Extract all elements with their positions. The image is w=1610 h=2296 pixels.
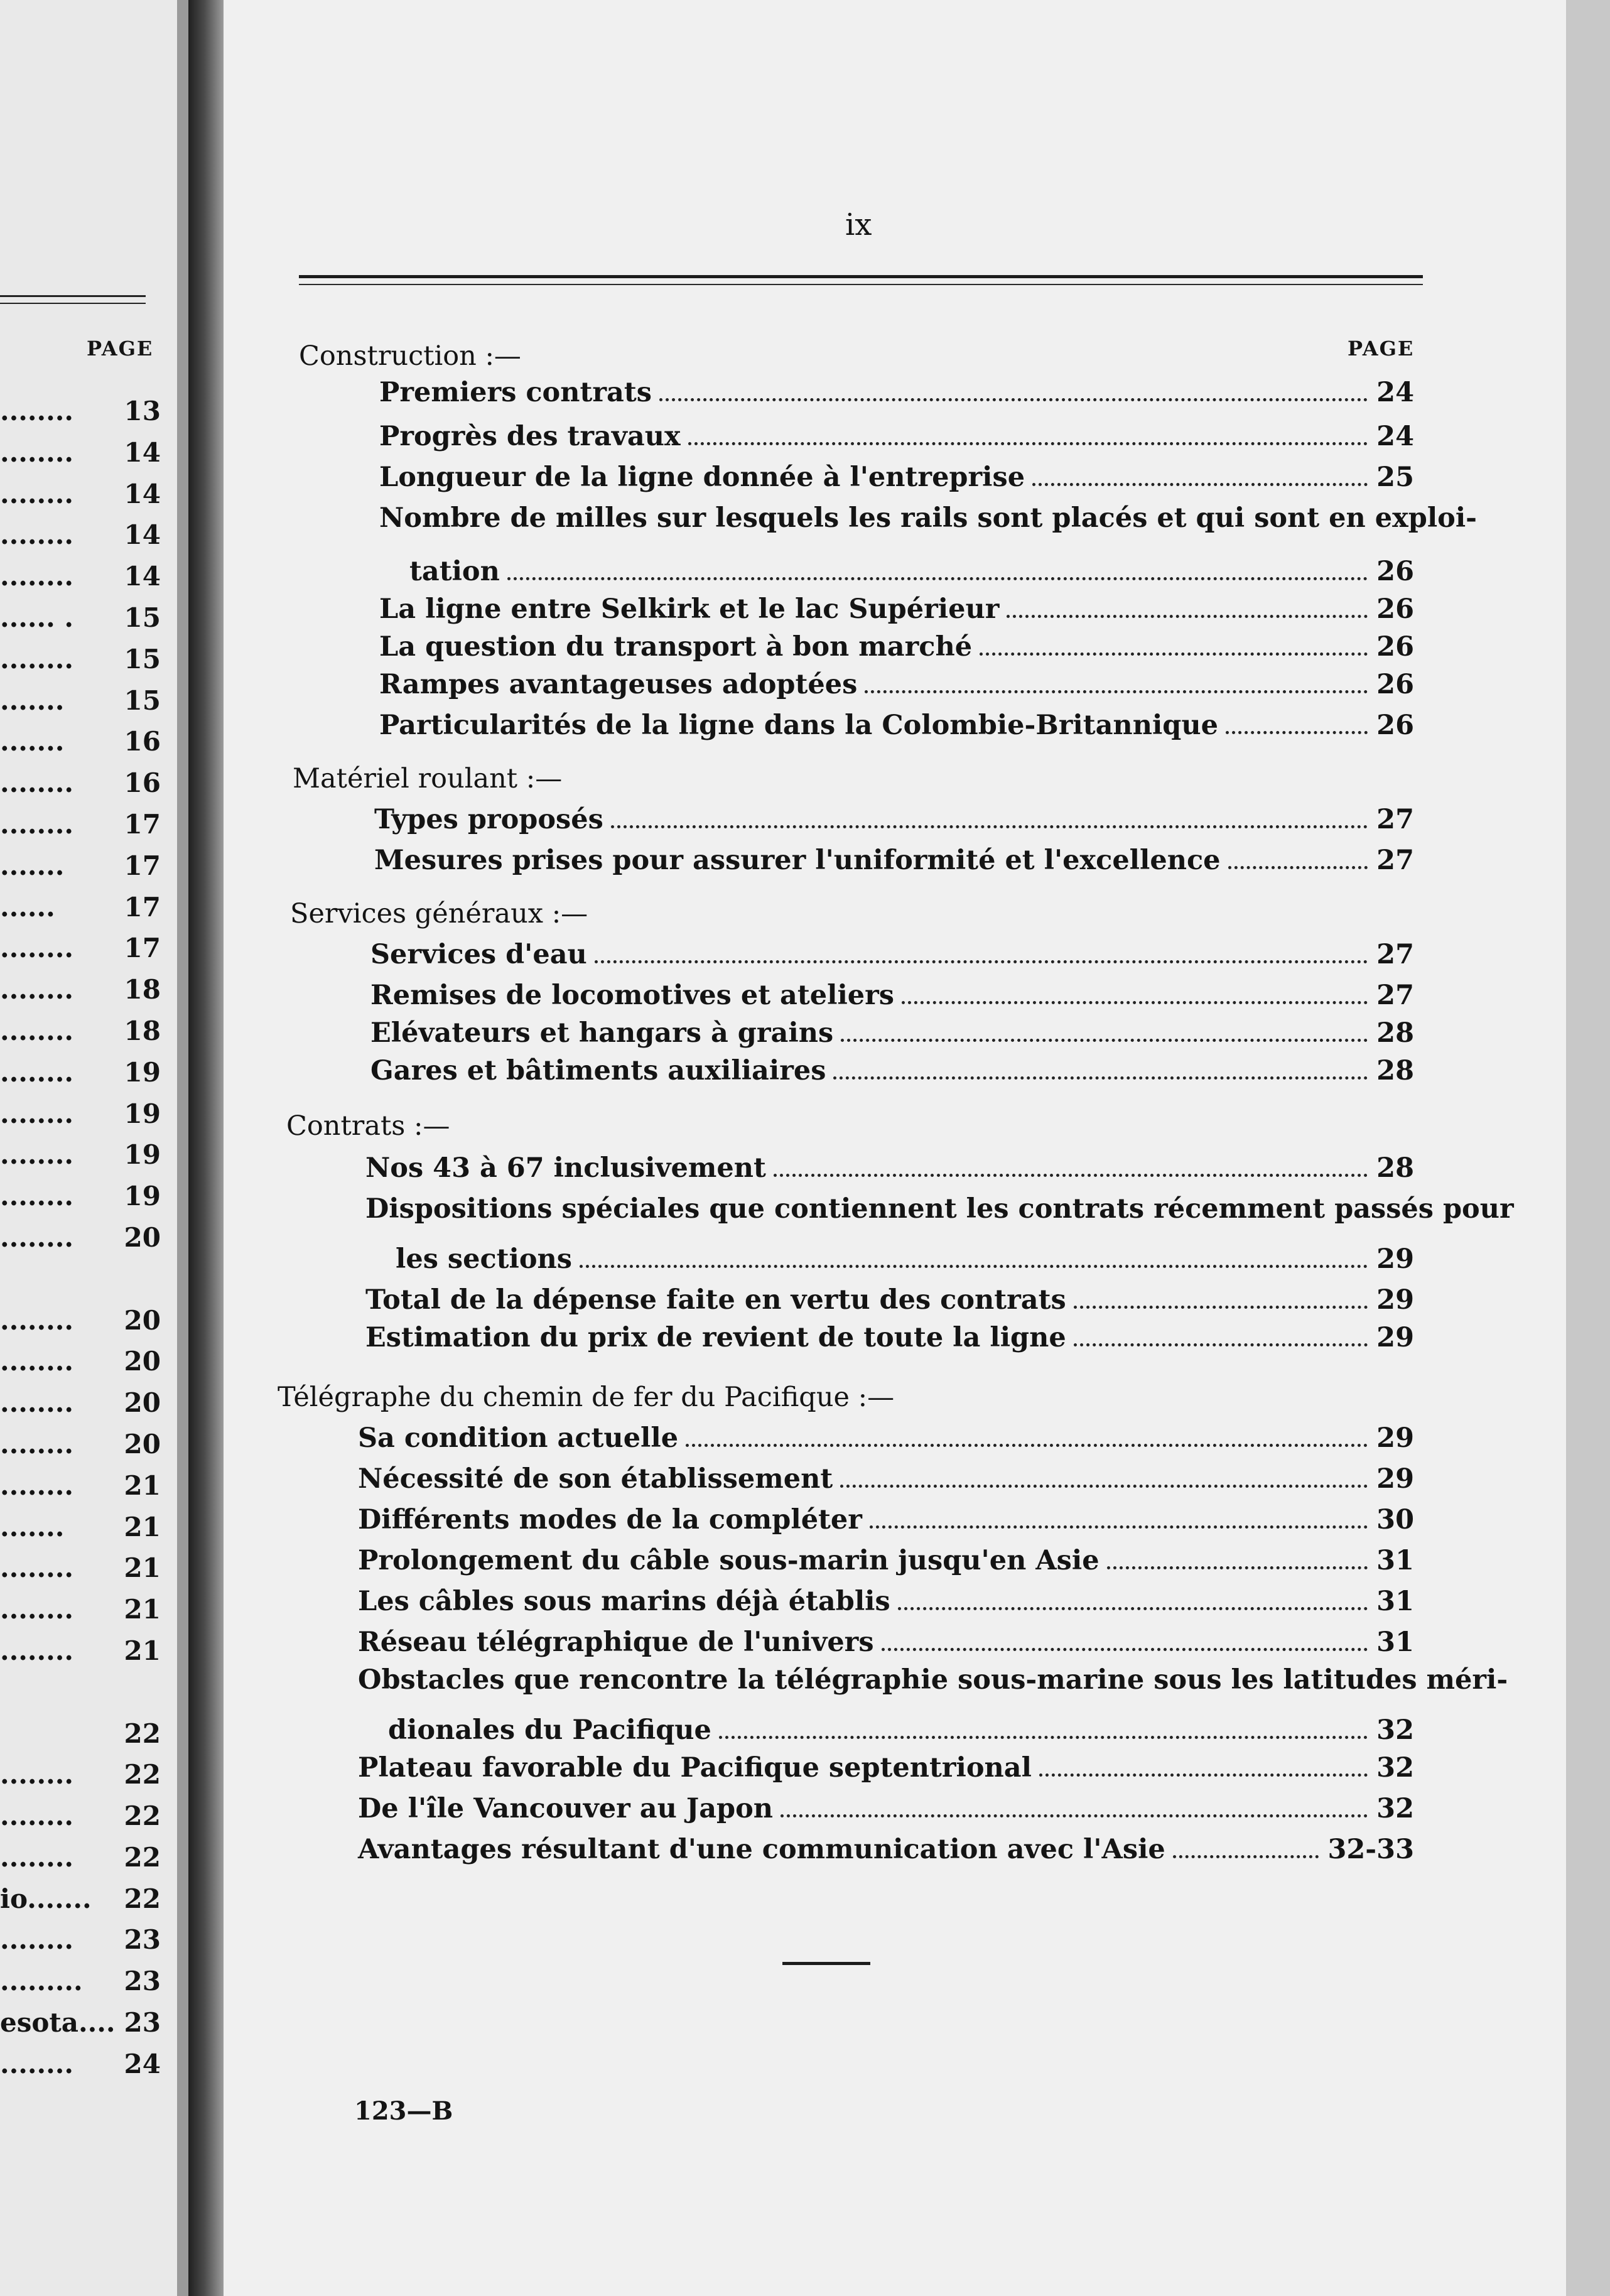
- left-list-item: [0, 892, 165, 933]
- toc-entry: [379, 593, 1414, 629]
- toc-entry-text: Estimation du prix de revient de toute la ligne: [365, 1322, 1066, 1353]
- left-list-leader: ........: [0, 1056, 73, 1088]
- left-page-list: [0, 396, 165, 2090]
- toc-entry: [365, 1322, 1414, 1357]
- left-list-item: [0, 1552, 165, 1594]
- left-list-leader: ........: [0, 436, 73, 468]
- left-list-item: [0, 1512, 165, 1553]
- toc-page-number: 26: [1376, 631, 1414, 663]
- end-rule: [782, 1962, 870, 1965]
- toc-entry: [358, 1422, 1414, 1458]
- left-list-page: 21: [124, 1470, 161, 1501]
- left-list-page: 19: [124, 1098, 161, 1129]
- toc-entry: [374, 804, 1414, 839]
- left-list-item: [0, 1635, 165, 1677]
- left-list-page: 18: [124, 974, 161, 1005]
- toc-page-number: 25: [1376, 462, 1414, 493]
- left-list-item: [0, 726, 165, 767]
- toc-entry-text: Réseau télégraphique de l'univers: [358, 1627, 874, 1658]
- toc-entry-text: La ligne entre Selkirk et le lac Supérieur: [379, 593, 1000, 625]
- left-list-leader: ........: [0, 1841, 73, 1873]
- dot-leader: [902, 1001, 1368, 1004]
- left-list-item: [0, 1718, 165, 1760]
- dot-leader: [1032, 483, 1368, 486]
- left-list-item: [0, 2007, 165, 2049]
- left-list-page: 20: [124, 1221, 161, 1253]
- toc-entry-text: Sa condition actuelle: [358, 1422, 679, 1454]
- left-list-item: [0, 519, 165, 561]
- dot-leader: [1173, 1855, 1319, 1858]
- toc-entry: [379, 462, 1414, 497]
- left-list-page: 14: [124, 561, 161, 592]
- toc-page-number: 30: [1376, 1504, 1414, 1535]
- left-list-page: 14: [124, 478, 161, 509]
- dot-leader: [833, 1076, 1368, 1080]
- toc-page-number: 31: [1376, 1545, 1414, 1576]
- left-list-page: 19: [124, 1056, 161, 1088]
- toc-page-number: 27: [1376, 980, 1414, 1011]
- toc-page-number: 32: [1376, 1793, 1414, 1824]
- toc-entry: [379, 421, 1414, 456]
- left-list-page: 16: [124, 767, 161, 799]
- toc-entry: [358, 1504, 1414, 1539]
- left-list-item: [0, 974, 165, 1015]
- dot-leader: [595, 960, 1368, 963]
- toc-page-number: 32-33: [1327, 1834, 1414, 1865]
- toc-page-number: 26: [1376, 710, 1414, 741]
- toc-entry-text: Total de la dépense faite en vertu des contrats: [365, 1284, 1066, 1316]
- left-list-page: 19: [124, 1181, 161, 1212]
- left-list-leader: ........: [0, 808, 73, 840]
- left-list-page: 20: [124, 1387, 161, 1419]
- left-list-page: 20: [124, 1346, 161, 1377]
- left-list-item: [0, 1924, 165, 1966]
- toc-entry: [379, 710, 1414, 745]
- left-list-item: [0, 561, 165, 602]
- left-list-page: 15: [124, 685, 161, 716]
- left-list-page: 17: [124, 808, 161, 840]
- toc-entry-text: les sections: [396, 1243, 572, 1275]
- left-list-page: 14: [124, 436, 161, 468]
- left-list-leader: ........: [0, 1346, 73, 1377]
- left-list-item: [0, 1387, 165, 1429]
- toc-page-number: 29: [1376, 1463, 1414, 1495]
- left-list-leader: ........: [0, 1139, 73, 1171]
- left-list-item: [0, 1759, 165, 1801]
- left-list-page: 22: [124, 1883, 161, 1914]
- left-list-leader: .........: [0, 1966, 83, 1997]
- left-list-leader: ........: [0, 1924, 73, 1956]
- toc-page-number: 28: [1376, 1017, 1414, 1049]
- toc-entry: [370, 1017, 1414, 1053]
- left-list-leader: .......: [0, 850, 65, 881]
- section-title: Matériel roulant :—: [293, 763, 563, 794]
- left-list-item: [0, 1842, 165, 1883]
- dot-leader: [1007, 615, 1368, 618]
- left-list-page: 22: [124, 1759, 161, 1790]
- left-list-leader: .......: [0, 726, 65, 757]
- dot-leader: [870, 1525, 1368, 1529]
- right-page: [224, 0, 1610, 2296]
- left-list-page: 17: [124, 850, 161, 881]
- left-list-leader: ........: [0, 933, 73, 964]
- toc-page-number: 32: [1376, 1714, 1414, 1746]
- left-list-leader: .......: [0, 1511, 65, 1542]
- toc-entry: [358, 1834, 1414, 1869]
- toc-entry-text: Gares et bâtiments auxiliaires: [370, 1055, 826, 1086]
- toc-entry-line: [379, 502, 1478, 540]
- left-list-item: [0, 1139, 165, 1181]
- book-gutter: [188, 0, 224, 2296]
- dot-leader: [580, 1265, 1368, 1268]
- toc-entry: [358, 1545, 1414, 1580]
- dot-leader: [686, 1444, 1368, 1447]
- left-list-item: [0, 1098, 165, 1140]
- toc-entry-text: Nécessité de son établissement: [358, 1463, 833, 1495]
- toc-entry-text: Obstacles que rencontre la télégraphie sous-marine sous les latitudes méri-: [358, 1664, 1508, 1696]
- toc-entry-text: tation: [409, 556, 500, 587]
- dot-leader: [507, 577, 1368, 580]
- dot-leader: [1039, 1773, 1368, 1777]
- toc-entry: [374, 845, 1414, 880]
- dot-leader: [882, 1648, 1368, 1651]
- dot-leader: [980, 653, 1368, 656]
- left-list-item: [0, 1057, 165, 1098]
- left-list-item: [0, 1801, 165, 1842]
- toc-entry: [379, 377, 1414, 412]
- dot-leader: [841, 1039, 1368, 1042]
- left-list-leader: ........: [0, 767, 73, 799]
- left-top-rule-thin: [0, 303, 146, 304]
- page-number: ix: [845, 207, 872, 242]
- dot-leader: [1228, 866, 1368, 869]
- left-list-item: [0, 479, 165, 520]
- toc-entry: [358, 1664, 1508, 1750]
- toc-entry-text: Nombre de milles sur lesquels les rails sont placés et qui sont en exploi-: [379, 502, 1478, 534]
- toc-entry: [370, 1055, 1414, 1090]
- left-facing-page: [0, 0, 188, 2296]
- left-list-item: [0, 1470, 165, 1512]
- left-list-leader: ...... .: [0, 602, 73, 633]
- left-list-page: 17: [124, 933, 161, 964]
- toc-entry-text: De l'île Vancouver au Japon: [358, 1793, 774, 1824]
- toc-page-number: 29: [1376, 1322, 1414, 1353]
- left-list-leader: ........: [0, 643, 73, 674]
- toc-entry-text: Premiers contrats: [379, 377, 652, 408]
- toc-entry: [365, 1193, 1514, 1279]
- left-list-leader: ........: [0, 1801, 73, 1832]
- toc-entry-text: Remises de locomotives et ateliers: [370, 980, 895, 1011]
- toc-page-number: 29: [1376, 1422, 1414, 1454]
- left-list-page: 19: [124, 1139, 161, 1171]
- toc-entry: [379, 669, 1414, 704]
- toc-page-number: 27: [1376, 845, 1414, 876]
- left-list-leader: ........: [0, 1221, 73, 1253]
- toc-entry: [365, 1152, 1414, 1188]
- dot-leader: [611, 825, 1368, 828]
- toc-entry-line: [358, 1714, 1414, 1750]
- left-list-item: [0, 850, 165, 892]
- left-top-rule: [0, 295, 146, 297]
- section-title: Télégraphe du chemin de fer du Pacifique :—: [278, 1382, 895, 1413]
- left-list-item: [0, 602, 165, 644]
- section-title: Construction :—: [299, 340, 521, 372]
- toc-entry-line: [365, 1193, 1514, 1231]
- left-list-item: [0, 767, 165, 809]
- dot-leader: [1226, 731, 1368, 734]
- left-list-page: 16: [124, 726, 161, 757]
- left-list-item: [0, 1305, 165, 1346]
- toc-entry-text: Elévateurs et hangars à grains: [370, 1017, 834, 1049]
- left-list-page: 23: [124, 1924, 161, 1956]
- left-list-leader: ........: [0, 1015, 73, 1046]
- dot-leader: [719, 1736, 1368, 1739]
- toc-entry: [358, 1586, 1414, 1621]
- left-list-leader: ......: [0, 891, 55, 923]
- left-list-leader: ........: [0, 1759, 73, 1790]
- left-list-leader: esota....: [0, 2007, 116, 2039]
- toc-entry: [358, 1752, 1414, 1787]
- dot-leader: [774, 1174, 1368, 1177]
- signature-mark: 123—B: [354, 2096, 453, 2126]
- left-list-page: 15: [124, 643, 161, 674]
- left-list-leader: ........: [0, 1635, 73, 1666]
- left-list-item: [0, 1346, 165, 1387]
- left-list-leader: ........: [0, 1470, 73, 1501]
- left-list-leader: ........: [0, 2048, 73, 2079]
- toc-entry: [370, 980, 1414, 1015]
- toc-page-number: 26: [1376, 593, 1414, 625]
- left-list-item: [0, 809, 165, 850]
- left-list-page: 13: [124, 396, 161, 426]
- toc-page-number: 32: [1376, 1752, 1414, 1784]
- left-list-item: [0, 1015, 165, 1057]
- left-list-leader: ........: [0, 1181, 73, 1212]
- toc-entry-text: Particularités de la ligne dans la Colombie-Britannique: [379, 710, 1218, 741]
- toc-page-number: 27: [1376, 939, 1414, 970]
- toc-entry-text: Les câbles sous marins déjà établis: [358, 1586, 890, 1617]
- toc-entry-line: [365, 1243, 1414, 1279]
- toc-page-number: 28: [1376, 1152, 1414, 1184]
- toc-entry-text: Mesures prises pour assurer l'uniformité et l'excellence: [374, 845, 1221, 876]
- left-list-item: [0, 1883, 165, 1925]
- toc-entry-text: Nos 43 à 67 inclusivement: [365, 1152, 766, 1184]
- right-page-edge: [1566, 0, 1610, 2296]
- dot-leader: [1074, 1306, 1368, 1309]
- toc-entry-line: [379, 556, 1414, 591]
- toc-entry-text: Différents modes de la compléter: [358, 1504, 862, 1535]
- toc-entry-text: Dispositions spéciales que contiennent les contrats récemment passés pour: [365, 1193, 1514, 1225]
- left-list-page: 22: [124, 1841, 161, 1873]
- dot-leader: [865, 690, 1368, 693]
- left-list-page: 21: [124, 1511, 161, 1542]
- dot-leader: [840, 1485, 1368, 1488]
- left-page-edge: [177, 0, 188, 2296]
- left-list-page: 15: [124, 602, 161, 633]
- left-list-leader: ........: [0, 396, 73, 426]
- dot-leader: [898, 1607, 1368, 1610]
- toc-entry-text: Plateau favorable du Pacifique septentrional: [358, 1752, 1032, 1784]
- header-rule-thin: [299, 284, 1423, 285]
- toc-entry-text: Services d'eau: [370, 939, 587, 970]
- toc-page-number: 24: [1376, 377, 1414, 408]
- left-list-leader: ........: [0, 478, 73, 509]
- left-list-item: [0, 1429, 165, 1470]
- toc-entry: [379, 631, 1414, 666]
- left-list-leader: ........: [0, 1594, 73, 1625]
- toc-page-number: 24: [1376, 421, 1414, 452]
- toc-entry-text: Progrès des travaux: [379, 421, 681, 452]
- left-list-item: [0, 2049, 165, 2090]
- toc-entry-text: Rampes avantageuses adoptées: [379, 669, 858, 700]
- toc-entry: [358, 1627, 1414, 1662]
- left-list-item: [0, 1181, 165, 1222]
- left-list-leader: ........: [0, 561, 73, 592]
- toc-entry-text: La question du transport à bon marché: [379, 631, 973, 663]
- left-list-page: 22: [124, 1801, 161, 1832]
- left-list-leader: ........: [0, 1098, 73, 1129]
- toc-page-number: 29: [1376, 1284, 1414, 1316]
- section-title: Contrats :—: [286, 1110, 450, 1142]
- toc-entry: [365, 1284, 1414, 1319]
- left-list-leader: ........: [0, 1552, 73, 1584]
- toc-page-number: 28: [1376, 1055, 1414, 1086]
- left-list-page: 18: [124, 1015, 161, 1046]
- left-list-item: [0, 933, 165, 974]
- left-list-item: [0, 644, 165, 685]
- left-list-item: [0, 685, 165, 727]
- toc-entry-line: [358, 1664, 1508, 1702]
- page-column-heading: PAGE: [1348, 337, 1415, 360]
- toc-entry-text: Avantages résultant d'une communication avec l'Asie: [358, 1834, 1165, 1865]
- left-list-item: [0, 1677, 165, 1718]
- left-list-page: 21: [124, 1552, 161, 1584]
- left-list-page: 23: [124, 2007, 161, 2039]
- section-title: Services généraux :—: [290, 898, 588, 929]
- toc-entry-text: Longueur de la ligne donnée à l'entreprise: [379, 462, 1025, 493]
- toc-entry: [379, 502, 1478, 591]
- left-list-item: [0, 437, 165, 479]
- left-list-page: 20: [124, 1428, 161, 1459]
- toc-entry-text: dionales du Pacifique: [388, 1714, 711, 1746]
- left-list-item: [0, 1264, 165, 1305]
- left-list-leader: ........: [0, 974, 73, 1005]
- toc-page-number: 29: [1376, 1243, 1414, 1275]
- toc-page-number: 31: [1376, 1586, 1414, 1617]
- left-list-leader: ........: [0, 1304, 73, 1336]
- left-list-leader: io.......: [0, 1883, 92, 1914]
- toc-page-number: 26: [1376, 669, 1414, 700]
- dot-leader: [688, 442, 1368, 445]
- left-list-page: 21: [124, 1594, 161, 1625]
- left-list-leader: .......: [0, 685, 65, 716]
- dot-leader: [781, 1814, 1368, 1817]
- header-rule: [299, 275, 1423, 278]
- left-page-heading: PAGE: [87, 337, 154, 360]
- left-list-page: 20: [124, 1304, 161, 1336]
- left-list-page: 17: [124, 891, 161, 923]
- left-list-item: [0, 396, 165, 437]
- dot-leader: [1074, 1343, 1368, 1346]
- left-list-leader: ........: [0, 1428, 73, 1459]
- toc-entry: [370, 939, 1414, 974]
- dot-leader: [659, 398, 1368, 401]
- left-list-page: 21: [124, 1635, 161, 1666]
- dot-leader: [1107, 1566, 1368, 1569]
- toc-page-number: 27: [1376, 804, 1414, 835]
- left-list-item: [0, 1222, 165, 1264]
- toc-entry-text: Types proposés: [374, 804, 603, 835]
- toc-page-number: 31: [1376, 1627, 1414, 1658]
- left-list-leader: ........: [0, 519, 73, 551]
- left-list-item: [0, 1966, 165, 2007]
- left-list-leader: ........: [0, 1387, 73, 1419]
- left-list-page: 22: [124, 1718, 161, 1749]
- toc-page-number: 26: [1376, 556, 1414, 587]
- toc-entry: [358, 1793, 1414, 1828]
- toc-entry-text: Prolongement du câble sous-marin jusqu'en Asie: [358, 1545, 1099, 1576]
- left-list-item: [0, 1594, 165, 1635]
- toc-entry: [358, 1463, 1414, 1498]
- left-list-page: 24: [124, 2048, 161, 2079]
- left-list-page: 14: [124, 519, 161, 551]
- left-list-page: 23: [124, 1966, 161, 1997]
